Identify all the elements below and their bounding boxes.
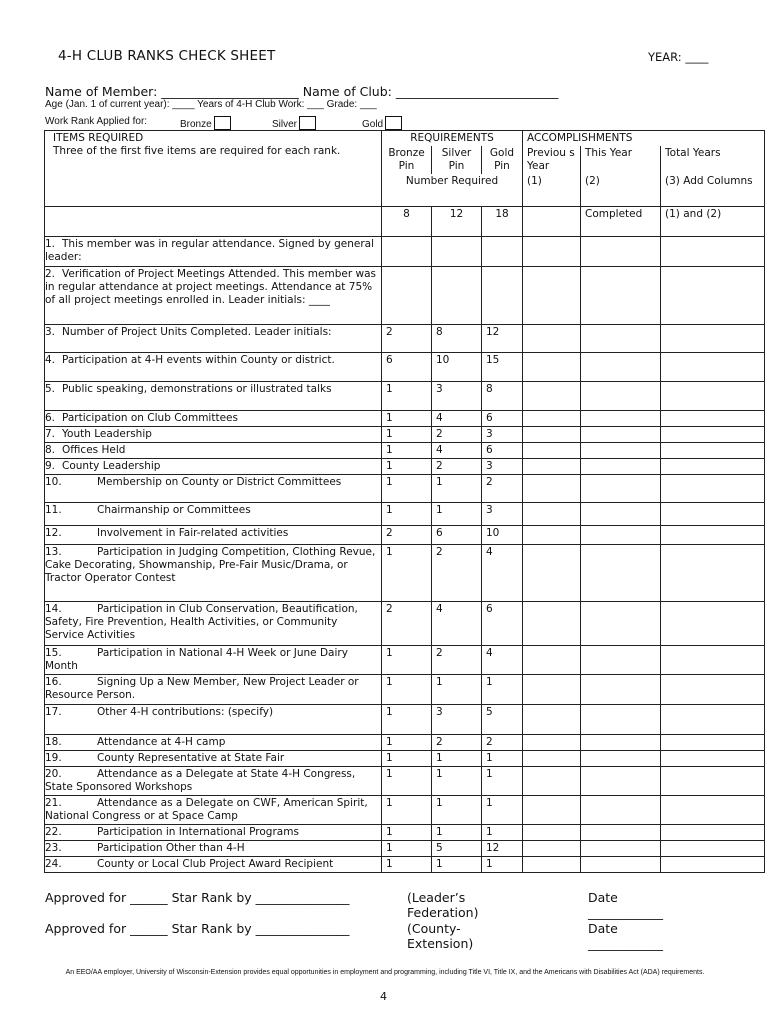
gold-total: 18 xyxy=(482,206,523,236)
bronze-required: 1 xyxy=(382,645,432,674)
approval-county-extension[interactable] xyxy=(45,921,663,951)
this-year-entry[interactable] xyxy=(581,734,661,750)
silver-pin-heading: Silver Pin xyxy=(432,146,482,174)
item-number: 5. xyxy=(45,382,56,395)
table-row xyxy=(45,324,765,352)
item-cell xyxy=(45,601,382,645)
item-text: Attendance as a Delegate on CWF, American Spirit, National Congress or at Space Camp xyxy=(45,796,368,822)
gold-required: 6 xyxy=(482,601,523,645)
bronze-required: 2 xyxy=(382,601,432,645)
gold-pin-heading: Gold Pin xyxy=(482,146,523,174)
table-row xyxy=(45,410,765,426)
bronze-required: 1 xyxy=(382,856,432,872)
item-number: 17. xyxy=(45,705,62,718)
item-cell xyxy=(45,525,382,544)
item-cell xyxy=(45,381,382,410)
previous-year-entry[interactable] xyxy=(523,381,581,410)
silver-checkbox[interactable] xyxy=(299,116,316,130)
approval-org: (Leader’s Federation) xyxy=(407,890,479,920)
this-year-entry[interactable] xyxy=(581,236,661,266)
silver-required: 1 xyxy=(432,674,482,704)
this-year-entry[interactable] xyxy=(581,266,661,324)
gold-required: 4 xyxy=(482,544,523,601)
bronze-required: 1 xyxy=(382,824,432,840)
total-years-entry[interactable] xyxy=(661,544,765,601)
table-row xyxy=(45,426,765,442)
silver-required: 2 xyxy=(432,426,482,442)
col1-heading: (1) xyxy=(523,174,581,206)
item-text: Participation in Judging Competition, Clothing Revue, Cake Decorating, Showmanship, Pre-Fair Music/Drama, or Tractor Operator Contest xyxy=(45,545,376,584)
item-text: Participation at 4-H events within County or district. xyxy=(62,353,335,366)
previous-year-entry[interactable] xyxy=(523,474,581,502)
item-cell xyxy=(45,426,382,442)
gold-required: 1 xyxy=(482,750,523,766)
item-text: Attendance at 4-H camp xyxy=(97,735,226,748)
silver-required: 5 xyxy=(432,840,482,856)
table-row xyxy=(45,856,765,872)
eeo-footer: An EEO/AA employer, University of Wisconsin-Extension provides equal opportunities in employment and programming, including Title VI, Title IX, and the Americans with Disabilities Act (ADA) requirements. xyxy=(65,969,705,976)
item-number: 8. xyxy=(45,443,56,456)
previous-year-entry[interactable] xyxy=(523,352,581,381)
bronze-required: 1 xyxy=(382,734,432,750)
bronze-total: 8 xyxy=(382,206,432,236)
silver-required: 3 xyxy=(432,381,482,410)
item-text: Participation in International Programs xyxy=(97,825,299,838)
approval-date[interactable]: Date ____________ xyxy=(588,890,663,920)
gold-required: 6 xyxy=(482,442,523,458)
item-text: Public speaking, demonstrations or illustrated talks xyxy=(62,382,332,395)
item-text: Participation on Club Committees xyxy=(62,411,238,424)
silver-required: 2 xyxy=(432,544,482,601)
silver-required: 2 xyxy=(432,645,482,674)
this-year-entry[interactable] xyxy=(581,704,661,734)
item-text: Signing Up a New Member, New Project Leader or Resource Person. xyxy=(45,675,359,701)
item-cell xyxy=(45,856,382,872)
table-row xyxy=(45,795,765,824)
item-cell xyxy=(45,840,382,856)
previous-year-entry[interactable] xyxy=(523,734,581,750)
total-years-entry[interactable] xyxy=(661,381,765,410)
item-cell xyxy=(45,442,382,458)
bronze-required: 1 xyxy=(382,474,432,502)
this-year-entry[interactable] xyxy=(581,645,661,674)
item-cell xyxy=(45,458,382,474)
item-cell xyxy=(45,674,382,704)
previous-year-entry[interactable] xyxy=(523,750,581,766)
bronze-required: 1 xyxy=(382,840,432,856)
item-number: 4. xyxy=(45,353,56,366)
approval-date[interactable]: Date ____________ xyxy=(588,921,663,951)
bronze-required: 2 xyxy=(382,525,432,544)
item-cell xyxy=(45,352,382,381)
total-years-heading: Total Years xyxy=(661,146,765,174)
item-text: County or Local Club Project Award Recipient xyxy=(97,857,334,870)
this-year-entry[interactable] xyxy=(581,824,661,840)
previous-year-entry[interactable] xyxy=(523,840,581,856)
silver-required: 2 xyxy=(432,458,482,474)
this-year-entry[interactable] xyxy=(581,474,661,502)
table-row xyxy=(45,502,765,525)
item-number: 13. xyxy=(45,545,62,558)
total-years-entry[interactable] xyxy=(661,645,765,674)
item-number: 14. xyxy=(45,602,62,615)
silver-required: 1 xyxy=(432,750,482,766)
bronze-required: 1 xyxy=(382,766,432,795)
gold-required: 15 xyxy=(482,352,523,381)
item-number: 16. xyxy=(45,675,62,688)
table-row xyxy=(45,750,765,766)
previous-year-entry[interactable] xyxy=(523,324,581,352)
gold-required: 12 xyxy=(482,840,523,856)
table-row xyxy=(45,704,765,734)
total-years-entry[interactable] xyxy=(661,426,765,442)
previous-year-entry[interactable] xyxy=(523,525,581,544)
item-number: 11. xyxy=(45,503,62,516)
total-years-entry[interactable] xyxy=(661,410,765,426)
item-text: Participation in National 4-H Week or June Dairy Month xyxy=(45,646,348,672)
previous-year-entry[interactable] xyxy=(523,502,581,525)
item-number: 9. xyxy=(45,459,56,472)
total-years-entry[interactable] xyxy=(661,502,765,525)
gold-required: 10 xyxy=(482,525,523,544)
item-number: 21. xyxy=(45,796,62,809)
gold-required: 3 xyxy=(482,458,523,474)
rank-silver-label: Silver xyxy=(272,119,298,130)
this-year-entry[interactable] xyxy=(581,766,661,795)
item-text: Youth Leadership xyxy=(62,427,152,440)
gold-required: 2 xyxy=(482,474,523,502)
bronze-required: 1 xyxy=(382,674,432,704)
gold-required: 3 xyxy=(482,502,523,525)
silver-total: 12 xyxy=(432,206,482,236)
total-years-entry[interactable] xyxy=(661,601,765,645)
approval-line[interactable]: Approved for ______ Star Rank by _______________ xyxy=(45,921,350,936)
silver-required: 1 xyxy=(432,766,482,795)
previous-year-entry[interactable] xyxy=(523,442,581,458)
gold-checkbox[interactable] xyxy=(385,116,402,130)
rank-gold-label: Gold xyxy=(362,119,384,130)
item-number: 22. xyxy=(45,825,62,838)
item-text: Participation in Club Conservation, Beautification, Safety, Fire Prevention, Health Activities, or Community Service Activities xyxy=(45,602,358,641)
this-year-entry[interactable] xyxy=(581,795,661,824)
this-year-entry[interactable] xyxy=(581,352,661,381)
silver-required: 4 xyxy=(432,410,482,426)
item-cell xyxy=(45,766,382,795)
gold-required xyxy=(482,266,523,324)
gold-required: 6 xyxy=(482,410,523,426)
item-cell xyxy=(45,236,382,266)
item-cell xyxy=(45,474,382,502)
previous-year-entry[interactable] xyxy=(523,601,581,645)
item-number: 1. xyxy=(45,237,56,250)
previous-year-entry[interactable] xyxy=(523,410,581,426)
gold-required: 1 xyxy=(482,824,523,840)
item-text: Other 4-H contributions: (specify) xyxy=(97,705,274,718)
gold-required: 4 xyxy=(482,645,523,674)
work-rank-label: Work Rank Applied for: xyxy=(45,116,148,127)
item-text: This member was in regular attendance. Signed by general leader: xyxy=(45,237,375,263)
bronze-required: 1 xyxy=(382,381,432,410)
total-years-entry[interactable] xyxy=(661,458,765,474)
gold-required xyxy=(482,236,523,266)
table-row xyxy=(45,734,765,750)
table-row xyxy=(45,544,765,601)
item-number: 20. xyxy=(45,767,62,780)
this-year-entry[interactable] xyxy=(581,426,661,442)
item-text: Attendance as a Delegate at State 4-H Congress, State Sponsored Workshops xyxy=(45,767,356,793)
item-text: Offices Held xyxy=(62,443,126,456)
bronze-required: 1 xyxy=(382,750,432,766)
gold-required: 5 xyxy=(482,704,523,734)
item-number: 12. xyxy=(45,526,62,539)
total-years-entry[interactable] xyxy=(661,442,765,458)
item-number: 24. xyxy=(45,857,62,870)
bronze-required: 1 xyxy=(382,795,432,824)
total-years-entry[interactable] xyxy=(661,795,765,824)
bronze-required: 1 xyxy=(382,704,432,734)
silver-required: 1 xyxy=(432,856,482,872)
approval-leaders-federation[interactable] xyxy=(45,890,663,920)
previous-year-entry[interactable] xyxy=(523,544,581,601)
silver-required: 4 xyxy=(432,442,482,458)
bronze-required: 1 xyxy=(382,410,432,426)
item-cell xyxy=(45,795,382,824)
table-row xyxy=(45,352,765,381)
item-text: Participation Other than 4-H xyxy=(97,841,245,854)
item-cell xyxy=(45,824,382,840)
this-year-entry[interactable] xyxy=(581,840,661,856)
previous-year-entry[interactable] xyxy=(523,236,581,266)
this-year-entry[interactable] xyxy=(581,442,661,458)
item-text: Chairmanship or Committees xyxy=(97,503,251,516)
rank-totals-row xyxy=(45,206,765,236)
total-years-entry[interactable] xyxy=(661,474,765,502)
previous-year-heading: Previou s Year xyxy=(523,146,581,174)
year-field[interactable]: YEAR: ____ xyxy=(648,50,709,64)
item-number: 10. xyxy=(45,475,62,488)
item-text: Verification of Project Meetings Attended. This member was in regular attendance at project meetings. Attendance at 75% of all project meetings enrolled in. Leader initials: ____ xyxy=(45,267,376,306)
this-year-entry[interactable] xyxy=(581,601,661,645)
total-years-entry[interactable] xyxy=(661,824,765,840)
previous-year-entry[interactable] xyxy=(523,824,581,840)
item-cell xyxy=(45,266,382,324)
bronze-required xyxy=(382,236,432,266)
silver-required: 4 xyxy=(432,601,482,645)
previous-year-entry[interactable] xyxy=(523,645,581,674)
table-row xyxy=(45,381,765,410)
item-text: Membership on County or District Committees xyxy=(97,475,342,488)
item-number: 3. xyxy=(45,325,56,338)
this-year-entry[interactable] xyxy=(581,502,661,525)
item-cell xyxy=(45,544,382,601)
table-header-row xyxy=(45,131,765,147)
table-row xyxy=(45,766,765,795)
item-cell xyxy=(45,704,382,734)
this-year-entry[interactable] xyxy=(581,750,661,766)
gold-required: 12 xyxy=(482,324,523,352)
item-number: 15. xyxy=(45,646,62,659)
total-years-entry[interactable] xyxy=(661,236,765,266)
total-years-entry[interactable] xyxy=(661,750,765,766)
completed-label: Completed xyxy=(581,206,661,236)
page-title: 4-H CLUB RANKS CHECK SHEET xyxy=(58,48,276,64)
previous-year-entry[interactable] xyxy=(523,704,581,734)
item-number: 23. xyxy=(45,841,62,854)
table-row xyxy=(45,674,765,704)
this-year-entry[interactable] xyxy=(581,410,661,426)
accomplishments-heading: ACCOMPLISHMENTS xyxy=(523,131,765,147)
total-years-entry[interactable] xyxy=(661,324,765,352)
blank-cell xyxy=(523,206,581,236)
table-row xyxy=(45,442,765,458)
blank-cell xyxy=(45,206,382,236)
previous-year-entry[interactable] xyxy=(523,795,581,824)
total-years-entry[interactable] xyxy=(661,856,765,872)
this-year-entry[interactable] xyxy=(581,458,661,474)
this-year-entry[interactable] xyxy=(581,674,661,704)
bronze-pin-heading: Bronze Pin xyxy=(382,146,432,174)
rank-gold[interactable] xyxy=(362,116,402,130)
item-cell xyxy=(45,750,382,766)
number-required-heading: Number Required xyxy=(382,174,523,206)
bronze-required: 2 xyxy=(382,324,432,352)
rank-silver[interactable] xyxy=(272,116,316,130)
item-number: 19. xyxy=(45,751,62,764)
table-row xyxy=(45,645,765,674)
total-years-entry[interactable] xyxy=(661,352,765,381)
item-cell xyxy=(45,324,382,352)
rank-bronze[interactable] xyxy=(180,116,231,130)
total-years-entry[interactable] xyxy=(661,525,765,544)
gold-required: 2 xyxy=(482,734,523,750)
col2-heading: (2) xyxy=(581,174,661,206)
bronze-required: 1 xyxy=(382,426,432,442)
table-row xyxy=(45,525,765,544)
previous-year-entry[interactable] xyxy=(523,426,581,442)
total-years-entry[interactable] xyxy=(661,704,765,734)
silver-required: 1 xyxy=(432,474,482,502)
total-years-entry[interactable] xyxy=(661,734,765,750)
items-note: Three of the first five items are required for each rank. xyxy=(53,145,341,157)
table-row xyxy=(45,474,765,502)
table-row xyxy=(45,266,765,324)
total-years-entry[interactable] xyxy=(661,840,765,856)
items-required-heading: ITEMS REQUIRED xyxy=(53,132,144,144)
item-text: County Representative at State Fair xyxy=(97,751,285,764)
item-number: 2. xyxy=(45,267,56,280)
item-cell xyxy=(45,734,382,750)
this-year-entry[interactable] xyxy=(581,856,661,872)
items-header-cell xyxy=(45,131,382,207)
previous-year-entry[interactable] xyxy=(523,674,581,704)
approval-line[interactable]: Approved for ______ Star Rank by _______________ xyxy=(45,890,350,905)
previous-year-entry[interactable] xyxy=(523,266,581,324)
ranks-table xyxy=(44,130,765,873)
col3-heading: (3) Add Columns xyxy=(661,174,765,206)
bronze-required xyxy=(382,266,432,324)
previous-year-entry[interactable] xyxy=(523,856,581,872)
bronze-required: 1 xyxy=(382,502,432,525)
silver-required xyxy=(432,266,482,324)
item-number: 7. xyxy=(45,427,56,440)
one-and-two-label: (1) and (2) xyxy=(661,206,765,236)
table-row xyxy=(45,824,765,840)
item-cell xyxy=(45,502,382,525)
item-cell xyxy=(45,645,382,674)
previous-year-entry[interactable] xyxy=(523,766,581,795)
gold-required: 1 xyxy=(482,856,523,872)
silver-required: 2 xyxy=(432,734,482,750)
total-years-entry[interactable] xyxy=(661,766,765,795)
silver-required: 1 xyxy=(432,502,482,525)
silver-required: 6 xyxy=(432,525,482,544)
this-year-entry[interactable] xyxy=(581,324,661,352)
table-row xyxy=(45,601,765,645)
gold-required: 3 xyxy=(482,426,523,442)
approval-org: (County-Extension) xyxy=(407,921,474,951)
item-text: Involvement in Fair-related activities xyxy=(97,526,289,539)
item-text: Number of Project Units Completed. Leader initials: xyxy=(62,325,332,338)
this-year-entry[interactable] xyxy=(581,525,661,544)
silver-required: 8 xyxy=(432,324,482,352)
gold-required: 1 xyxy=(482,674,523,704)
gold-required: 8 xyxy=(482,381,523,410)
silver-required: 10 xyxy=(432,352,482,381)
item-number: 18. xyxy=(45,735,62,748)
bronze-checkbox[interactable] xyxy=(214,116,231,130)
total-years-entry[interactable] xyxy=(661,674,765,704)
silver-required xyxy=(432,236,482,266)
bronze-required: 1 xyxy=(382,442,432,458)
table-row xyxy=(45,458,765,474)
age-years-grade-line[interactable]: Age (Jan. 1 of current year): ____ Years of 4-H Club Work: ___ Grade: ___ xyxy=(45,99,377,110)
item-number: 6. xyxy=(45,411,56,424)
rank-bronze-label: Bronze xyxy=(180,119,212,130)
bronze-required: 6 xyxy=(382,352,432,381)
gold-required: 1 xyxy=(482,766,523,795)
this-year-entry[interactable] xyxy=(581,544,661,601)
silver-required: 3 xyxy=(432,704,482,734)
silver-required: 1 xyxy=(432,795,482,824)
silver-required: 1 xyxy=(432,824,482,840)
member-club-line[interactable]: Name of Member: ______________________ Name of Club: __________________________ xyxy=(45,84,559,99)
this-year-heading: This Year xyxy=(581,146,661,174)
item-cell xyxy=(45,410,382,426)
table-row xyxy=(45,840,765,856)
this-year-entry[interactable] xyxy=(581,381,661,410)
bronze-required: 1 xyxy=(382,458,432,474)
total-years-entry[interactable] xyxy=(661,266,765,324)
bronze-required: 1 xyxy=(382,544,432,601)
requirements-heading: REQUIREMENTS xyxy=(382,131,523,147)
previous-year-entry[interactable] xyxy=(523,458,581,474)
item-text: County Leadership xyxy=(62,459,161,472)
page-number: 4 xyxy=(380,990,387,1003)
table-row xyxy=(45,236,765,266)
gold-required: 1 xyxy=(482,795,523,824)
